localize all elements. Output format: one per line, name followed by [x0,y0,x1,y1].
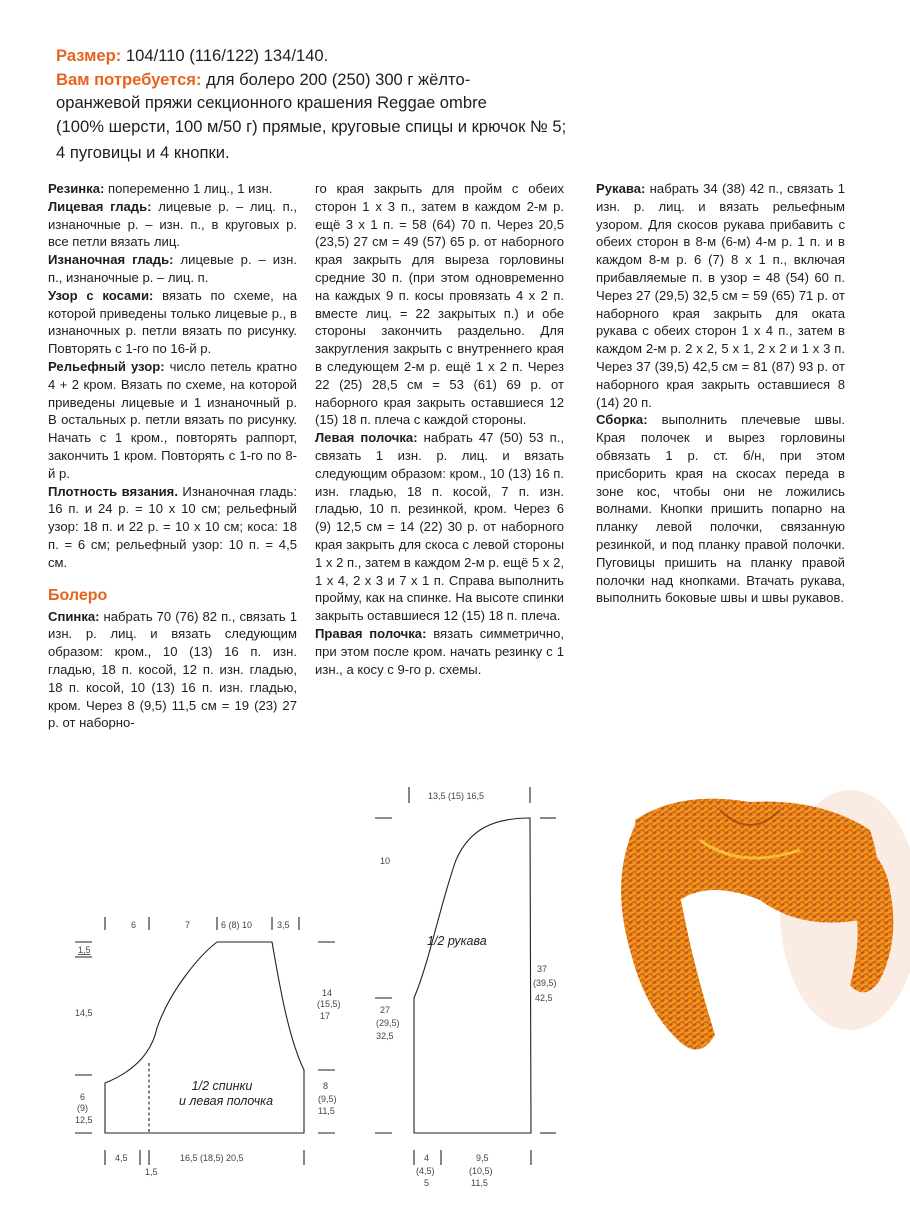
sleeve-bottom-45: (4,5) [416,1166,435,1176]
sleeve-bottom-4: 4 [424,1153,430,1163]
body-bottom-45: 4,5 [115,1153,128,1163]
sleeve-right-37: 37 [537,964,548,974]
sleeve-right-425: 42,5 [535,993,553,1003]
body-piece-title-1: 1/2 спинки [191,1079,253,1093]
text-column-1 [48,180,297,732]
body-left-9: (9) [77,1103,88,1113]
body-piece-title-2: и левая полочка [178,1094,274,1108]
cable-pattern-paragraph [48,287,297,358]
sleeves-label: Рукава: [596,181,646,196]
body-right-17: 17 [320,1011,331,1021]
materials-text-1: для болеро 200 (250) 300 г жёлто- [206,69,471,89]
stockinette-label: Лицевая гладь: [48,198,152,214]
body-left-15: 1,5 [78,945,91,955]
body-top-35: 3,5 [277,920,290,930]
right-front-label: Правая полочка: [315,625,427,641]
rib-paragraph [48,180,297,198]
sleeve-bottom-115: 11,5 [471,1178,488,1188]
body-top-7: 7 [185,920,191,930]
right-front-text: вязать симметрично, при этом после кром. начать резинку с 1 изн., а косу с 9-го р. схемы. [315,625,564,677]
sleeve-right-395: (39,5) [533,978,557,988]
reverse-stockinette-text: лицевые р. – изн. п., изнаночные р. – лиц. п. [48,252,297,285]
cable-pattern-text: вязать по схеме, на которой приведены только лицевые р., в изнаночных р. петли вязать по рисунку. Повторять с 1-го по 16-й р. [48,287,297,357]
body-bottom-15: 1,5 [145,1167,158,1177]
body-right-14: 14 [322,988,333,998]
sleeve-left-295: (29,5) [376,1018,400,1028]
back-continued-paragraph: го края закрыть для пройм с обеих сторон 1 x 3 п., затем в каждом 2-м р. ещё 3 x 1 п. = 58 (64) 70 п. Через 20,5 (23,5) 27 см = 49 (57) 65 р. от наборного края закрыть для выреза горловины средние 30 п. (при этом одновременно на каждых 9 п. косы провязать 4 x 2 п. вместе лиц. = 22 закрытых п.) и обе стороны закончить раздельно. Для закругления закрыть с внутреннего края в следующем 2-м р. ещё 1 x 2 п. Через 22 (25) 28,5 см = 53 (61) 69 р. от наборного края закрыть оставшиеся 12 (15) 18 п. плеча с каждой стороны. [315,181,564,428]
assembly-text: выполнить плечевые швы. Края полочек и вырез горловины обвязать 1 р. ст. б/н, при этом присборить края на скосах переда в зоне кос, чтобы они не ложились волнами. Кнопки пришить попарно на планку левой полочки, связанную резинкой, и под планку правой полочки. Пуговицы пришить на планку правой полочки над кнопками. Втачать рукава, выполнить боковые швы и швы рукавов. [596,412,845,606]
relief-pattern-paragraph [48,358,297,483]
left-front-text: набрать 47 (50) 53 п., связать 1 изн. р. лиц. и вязать следующим образом: кром., 10 (13) 16 п. изн. гладью, 18 п. косой, 7 п. изн. гладью, 10 п. резинкой, кром. Через 6 (9) 12,5 см = 14 (22) 30 р. от наборного края закрыть для скоса с левой стороны 1 x 2 п., затем в каждом 2-м р. ещё 5 x 2, 1 x 4, 2 x 3 и 7 x 1 п. Справа выполнить пройму, как на спинке. На высоте спинки закрыть оставшиеся 12 (15) 18 п. плеча. [315,430,564,624]
body-right-8: 8 [323,1081,329,1091]
sleeve-left-27: 27 [380,1005,391,1015]
sleeve-title: 1/2 рукава [427,934,487,948]
reverse-stockinette-paragraph [48,251,297,287]
left-front-label: Левая полочка: [315,430,418,446]
body-top-6810: 6 (8) 10 [221,920,253,930]
sleeve-left-325: 32,5 [376,1031,394,1041]
body-bottom-wide: 16,5 (18,5) 20,5 [180,1153,244,1163]
materials-line-1 [56,68,696,92]
sleeve-top: 13,5 (15) 16,5 [428,791,485,801]
sleeves-text: набрать 34 (38) 42 п., связать 1 изн. р. лиц. и вязать рельефным узором. Для скосов рукава прибавить с обеих сторон в 8-м (6-м) 4-м р. 1 п. и в каждом 8-м р. 6 (7) 8 x 1 п., включая прибавляемые п. в узор = 48 (54) 60 п. Через 27 (29,5) 32,5 см = 59 (65) 71 р. от наборного края закрыть для оката рукава с обеих сторон 1 x 4 п., затем в каждом 2-м р. 2 x 2, 5 x 1, 2 x 2 и 1 x 3 п. Через 37 (39,5) 42,5 см = 81 (87) 93 р. от наборного края закрыть оставшиеся 8 (14) 20 п. [596,181,845,410]
size-label: Размер: [56,46,122,65]
body-left-145: 14,5 [75,1008,93,1018]
body-right-95: (9,5) [318,1094,337,1104]
stockinette-paragraph [48,198,297,251]
body-piece-outline [105,942,304,1133]
back-text: набрать 70 (76) 82 п., связать 1 изн. р. лиц. и вязать следующим образом: кром., 10 (13) 16 п. изн. гладью, 18 п. косой, 12 п. изн. гладью, 18 п. косой, 10 (13) 16 п. изн. гладью, кром. Через 8 (9,5) 11,5 см = 19 (23) 27 р. от наборно- [48,608,297,731]
bolero-photo [600,780,910,1080]
text-column-3 [596,180,845,607]
rib-label: Резинка: [48,181,105,196]
sleeves-paragraph [596,180,845,411]
cable-pattern-label: Узор с косами: [48,287,154,303]
sleeve-bottom-105: (10,5) [469,1166,493,1176]
sleeve-bottom-5: 5 [424,1178,430,1188]
reverse-stockinette-label: Изнаночная гладь: [48,252,174,268]
stockinette-text: лицевые р. – лиц. п., изнаночные р. – изн. п., в круговых р. все петли вязать лиц. [48,198,297,250]
relief-pattern-text: число петель кратно 4 + 2 кром. Вязать по схеме, на которой приведены лицевые и 1 изнаночный р. В остальных р. петли вязать по рисунку. Начать с 1 кром., повторять раппорт, закончить 1 кром. Повторять с 1-го по 8-й р. [48,358,297,481]
gauge-label: Плотность вязания. [48,483,178,499]
assembly-paragraph [596,411,845,607]
materials-line-2: оранжевой пряжи секционного крашения Reggae ombre [56,93,487,112]
body-left-125: 12,5 [75,1115,93,1125]
left-front-paragraph [315,429,564,625]
relief-pattern-label: Рельефный узор: [48,358,165,374]
materials-label: Вам потребуется: [56,69,202,89]
text-column-2 [315,180,564,678]
gauge-paragraph [48,483,297,572]
back-paragraph [48,608,297,733]
size-value: 104/110 (116/122) 134/140. [125,46,329,65]
bolero-heading: Болеро [48,586,108,604]
materials-line-4: 4 пуговицы и 4 кнопки. [56,143,230,162]
right-front-paragraph [315,625,564,678]
size-line [56,44,696,68]
body-left-6: 6 [80,1092,86,1102]
body-top-6: 6 [131,920,137,930]
assembly-label: Сборка: [596,412,648,428]
materials-header [56,44,696,165]
sleeve-bottom-95: 9,5 [476,1153,489,1163]
materials-line-3: (100% шерсти, 100 м/50 г) прямые, круговые спицы и крючок № 5; [56,116,567,136]
sleeve-piece-outline [414,818,531,1133]
back-label: Спинка: [48,608,100,624]
body-right-155: (15,5) [317,999,341,1009]
rib-text: попеременно 1 лиц., 1 изн. [104,181,273,196]
sleeve-left-10: 10 [380,856,391,866]
gauge-text: Изнаночная гладь: 16 п. и 24 р. = 10 x 10 см; рельефный узор: 18 п. и 22 р. = 10 x 10 см; коса: 18 п. = 6 см; рельефный узор: 10 п. = 4,5 см. [48,483,297,570]
body-right-115: 11,5 [318,1106,335,1116]
